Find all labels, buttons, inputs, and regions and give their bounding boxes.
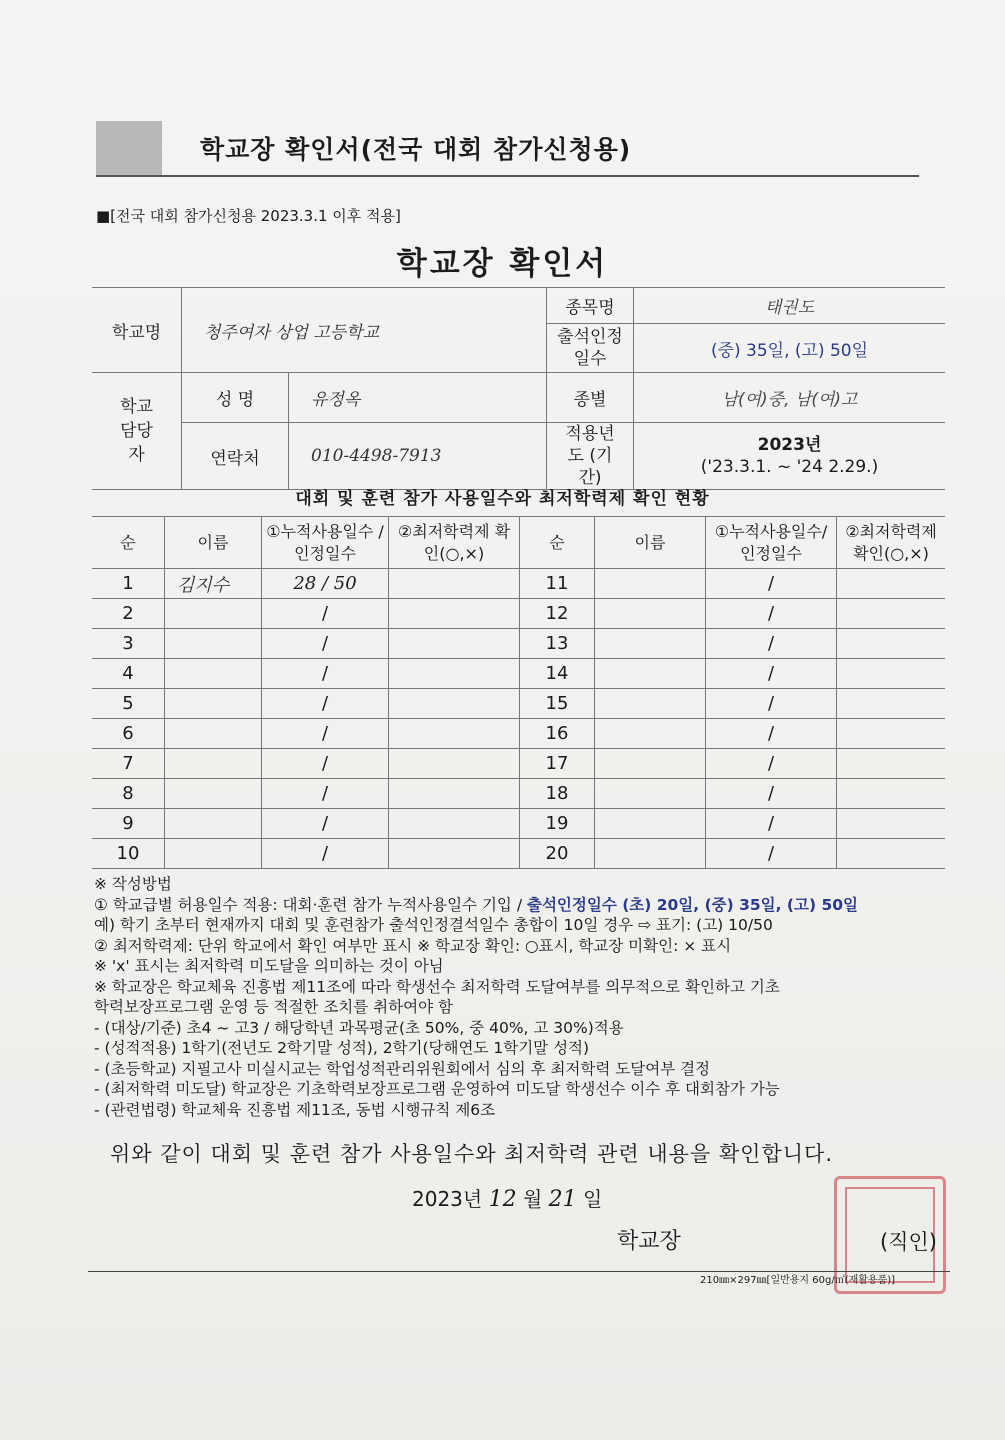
event-value: 태권도 bbox=[634, 288, 946, 324]
academic-check bbox=[837, 659, 946, 689]
note-1-emphasis: 출석인정일수 (초) 20일, (중) 35일, (고) 50일 bbox=[526, 895, 859, 914]
header-days-right: ①누적사용일수/ 인정일수 bbox=[706, 517, 837, 569]
date-month-unit: 월 bbox=[522, 1187, 543, 1211]
usage-days: / bbox=[706, 599, 837, 629]
academic-check bbox=[389, 779, 520, 809]
header-academic-left: ②최저학력제 확인(○,×) bbox=[389, 517, 520, 569]
student-name bbox=[165, 779, 262, 809]
student-name bbox=[595, 629, 706, 659]
academic-check bbox=[389, 629, 520, 659]
header-name-right: 이름 bbox=[595, 517, 706, 569]
academic-check bbox=[837, 629, 946, 659]
row-number: 14 bbox=[520, 659, 595, 689]
row-number: 8 bbox=[92, 779, 165, 809]
roster-row bbox=[92, 839, 945, 869]
row-number: 2 bbox=[92, 599, 165, 629]
roster-row bbox=[92, 659, 945, 689]
attendance-label: 출석인정 일수 bbox=[547, 324, 634, 373]
roster-row bbox=[92, 689, 945, 719]
academic-check bbox=[837, 689, 946, 719]
attendance-value: (중) 35일, (고) 50일 bbox=[634, 324, 946, 373]
usage-days: / bbox=[706, 629, 837, 659]
event-label: 종목명 bbox=[547, 288, 634, 324]
row-number: 5 bbox=[92, 689, 165, 719]
detail-3: - (초등학교) 지필고사 미실시교는 학업성적관리위원회에서 심의 후 최저학력 도달여부 결정 bbox=[94, 1059, 711, 1078]
student-name bbox=[595, 599, 706, 629]
usage-days: / bbox=[706, 689, 837, 719]
usage-days: / bbox=[706, 809, 837, 839]
student-name bbox=[165, 629, 262, 659]
year-value: 2023년 bbox=[757, 435, 822, 455]
notes-heading: ※ 작성방법 bbox=[94, 875, 172, 893]
year-label: 적용년도 (기간) bbox=[547, 423, 634, 490]
student-name bbox=[165, 689, 262, 719]
student-name bbox=[595, 749, 706, 779]
writing-instructions bbox=[94, 874, 954, 1120]
student-name bbox=[165, 599, 262, 629]
date-day: 21 bbox=[548, 1187, 577, 1212]
info-table bbox=[92, 287, 945, 490]
student-name bbox=[595, 719, 706, 749]
status-title: 대회 및 훈련 참가 사용일수와 최저학력제 확인 현황 bbox=[295, 489, 710, 509]
detail-1: - (대상/기준) 초4 ~ 고3 / 해당학년 과목평균(초 50%, 중 40%, 고 30%)적용 bbox=[94, 1018, 624, 1037]
usage-days: / bbox=[706, 569, 837, 599]
usage-days: / bbox=[262, 749, 389, 779]
contact-label: 연락처 bbox=[182, 423, 289, 490]
name-label: 성 명 bbox=[182, 373, 289, 423]
academic-check bbox=[837, 749, 946, 779]
academic-check bbox=[837, 839, 946, 869]
usage-days: / bbox=[262, 689, 389, 719]
student-name bbox=[165, 749, 262, 779]
student-name bbox=[165, 719, 262, 749]
gender-value: 남(여)중, 남(여)고 bbox=[634, 373, 946, 423]
academic-check bbox=[389, 689, 520, 719]
roster-row bbox=[92, 809, 945, 839]
note-1-text: ① 학교급별 허용일수 적용: 대회·훈련 참가 누적사용일수 기입 / bbox=[94, 895, 527, 914]
row-number: 18 bbox=[520, 779, 595, 809]
row-number: 20 bbox=[520, 839, 595, 869]
header-academic-right: ②최저학력제 확인(○,×) bbox=[837, 517, 946, 569]
header-no-right: 순 bbox=[520, 517, 595, 569]
header-gray-block bbox=[96, 121, 162, 176]
date-month: 12 bbox=[488, 1187, 517, 1212]
student-name bbox=[165, 659, 262, 689]
academic-check bbox=[389, 659, 520, 689]
date-day-unit: 일 bbox=[582, 1187, 603, 1211]
row-number: 10 bbox=[92, 839, 165, 869]
row-number: 12 bbox=[520, 599, 595, 629]
year-cell bbox=[634, 423, 946, 490]
usage-days: / bbox=[706, 749, 837, 779]
row-number: 17 bbox=[520, 749, 595, 779]
student-name bbox=[595, 569, 706, 599]
usage-days: 28 / 50 bbox=[262, 569, 389, 599]
row-number: 6 bbox=[92, 719, 165, 749]
staff-label: 학교 담당자 bbox=[92, 373, 182, 490]
row-number: 11 bbox=[520, 569, 595, 599]
header-divider bbox=[96, 175, 919, 177]
academic-check bbox=[837, 719, 946, 749]
usage-days: / bbox=[262, 839, 389, 869]
usage-days: / bbox=[706, 659, 837, 689]
row-number: 16 bbox=[520, 719, 595, 749]
school-label: 학교명 bbox=[92, 288, 182, 373]
academic-check bbox=[389, 809, 520, 839]
gender-label: 종별 bbox=[547, 373, 634, 423]
period-value: ('23.3.1. ~ '24 2.29.) bbox=[700, 457, 879, 477]
row-number: 3 bbox=[92, 629, 165, 659]
student-name bbox=[595, 779, 706, 809]
roster-row bbox=[92, 599, 945, 629]
usage-days: / bbox=[262, 659, 389, 689]
note-2b: ※ 학교장은 학교체육 진흥법 제11조에 따라 학생선수 최저학력 도달여부를 의무적으로 확인하고 기초 bbox=[94, 977, 780, 996]
student-name bbox=[165, 839, 262, 869]
note-1 bbox=[94, 895, 954, 916]
detail-5: - (관련법령) 학교체육 진흥법 제11조, 동법 시행규칙 제6조 bbox=[94, 1100, 496, 1119]
usage-days: / bbox=[262, 809, 389, 839]
academic-check bbox=[389, 719, 520, 749]
rule-note: ■[전국 대회 참가신청용 2023.3.1 이후 적용] bbox=[96, 207, 401, 225]
signature-date bbox=[412, 1183, 602, 1212]
roster-row bbox=[92, 629, 945, 659]
row-number: 4 bbox=[92, 659, 165, 689]
confirmation-statement: 위와 같이 대회 및 훈련 참가 사용일수와 최저학력 관련 내용을 확인합니다. bbox=[110, 1142, 834, 1166]
detail-2: - (성적적용) 1학기(전년도 2학기말 성적), 2학기(당해연도 1학기말 성적) bbox=[94, 1039, 590, 1057]
header-no-left: 순 bbox=[92, 517, 165, 569]
usage-days: / bbox=[262, 719, 389, 749]
usage-days: / bbox=[262, 599, 389, 629]
student-name bbox=[595, 689, 706, 719]
roster-row bbox=[92, 569, 945, 599]
paper-spec: 210㎜×297㎜[일반용지 60g/㎡(재활용품)] bbox=[700, 1275, 896, 1286]
row-number: 19 bbox=[520, 809, 595, 839]
note-1-example: 예) 학기 초부터 현재까지 대회 및 훈련참가 출석인정결석일수 총합이 10일 경우 ⇨ 표기: (고) 10/50 bbox=[94, 916, 773, 934]
row-number: 9 bbox=[92, 809, 165, 839]
roster-row bbox=[92, 719, 945, 749]
academic-check bbox=[837, 779, 946, 809]
usage-days: / bbox=[706, 719, 837, 749]
note-2c: 학력보장프로그램 운영 등 적절한 조치를 취하여야 함 bbox=[94, 998, 453, 1016]
school-value: 청주여자 상업 고등학교 bbox=[182, 288, 547, 373]
row-number: 1 bbox=[92, 569, 165, 599]
date-year: 2023년 bbox=[412, 1187, 483, 1211]
student-name bbox=[165, 809, 262, 839]
academic-check bbox=[389, 839, 520, 869]
principal-label: 학교장 bbox=[617, 1229, 681, 1254]
usage-days: / bbox=[706, 779, 837, 809]
academic-check bbox=[389, 749, 520, 779]
name-value: 유정옥 bbox=[289, 373, 547, 423]
header-days-left: ①누적사용일수 /인정일수 bbox=[262, 517, 389, 569]
academic-check bbox=[837, 809, 946, 839]
roster-table bbox=[92, 516, 945, 869]
usage-days: / bbox=[706, 839, 837, 869]
note-2: ② 최저학력제: 단위 학교에서 확인 여부만 표시 ※ 학교장 확인: ○표시, 학교장 미확인: × 표시 bbox=[94, 936, 732, 955]
note-2a: ※ 'x' 표시는 최저학력 미도달을 의미하는 것이 아님 bbox=[94, 957, 444, 975]
usage-days: / bbox=[262, 779, 389, 809]
academic-check bbox=[389, 569, 520, 599]
header-title: 학교장 확인서(전국 대회 참가신청용) bbox=[200, 135, 632, 164]
student-name bbox=[595, 839, 706, 869]
roster-row bbox=[92, 749, 945, 779]
student-name: 김지수 bbox=[165, 569, 262, 599]
academic-check bbox=[389, 599, 520, 629]
student-name bbox=[595, 659, 706, 689]
row-number: 15 bbox=[520, 689, 595, 719]
row-number: 7 bbox=[92, 749, 165, 779]
academic-check bbox=[837, 599, 946, 629]
usage-days: / bbox=[262, 629, 389, 659]
roster-row bbox=[92, 779, 945, 809]
row-number: 13 bbox=[520, 629, 595, 659]
header-name-left: 이름 bbox=[165, 517, 262, 569]
detail-4: - (최저학력 미도달) 학교장은 기초학력보장프로그램 운영하여 미도달 학생선수 이수 후 대회참가 가능 bbox=[94, 1080, 780, 1098]
contact-value: 010-4498-7913 bbox=[289, 423, 547, 490]
seal-label: (직인) bbox=[880, 1230, 937, 1254]
academic-check bbox=[837, 569, 946, 599]
student-name bbox=[595, 809, 706, 839]
main-title: 학교장 확인서 bbox=[396, 246, 609, 282]
